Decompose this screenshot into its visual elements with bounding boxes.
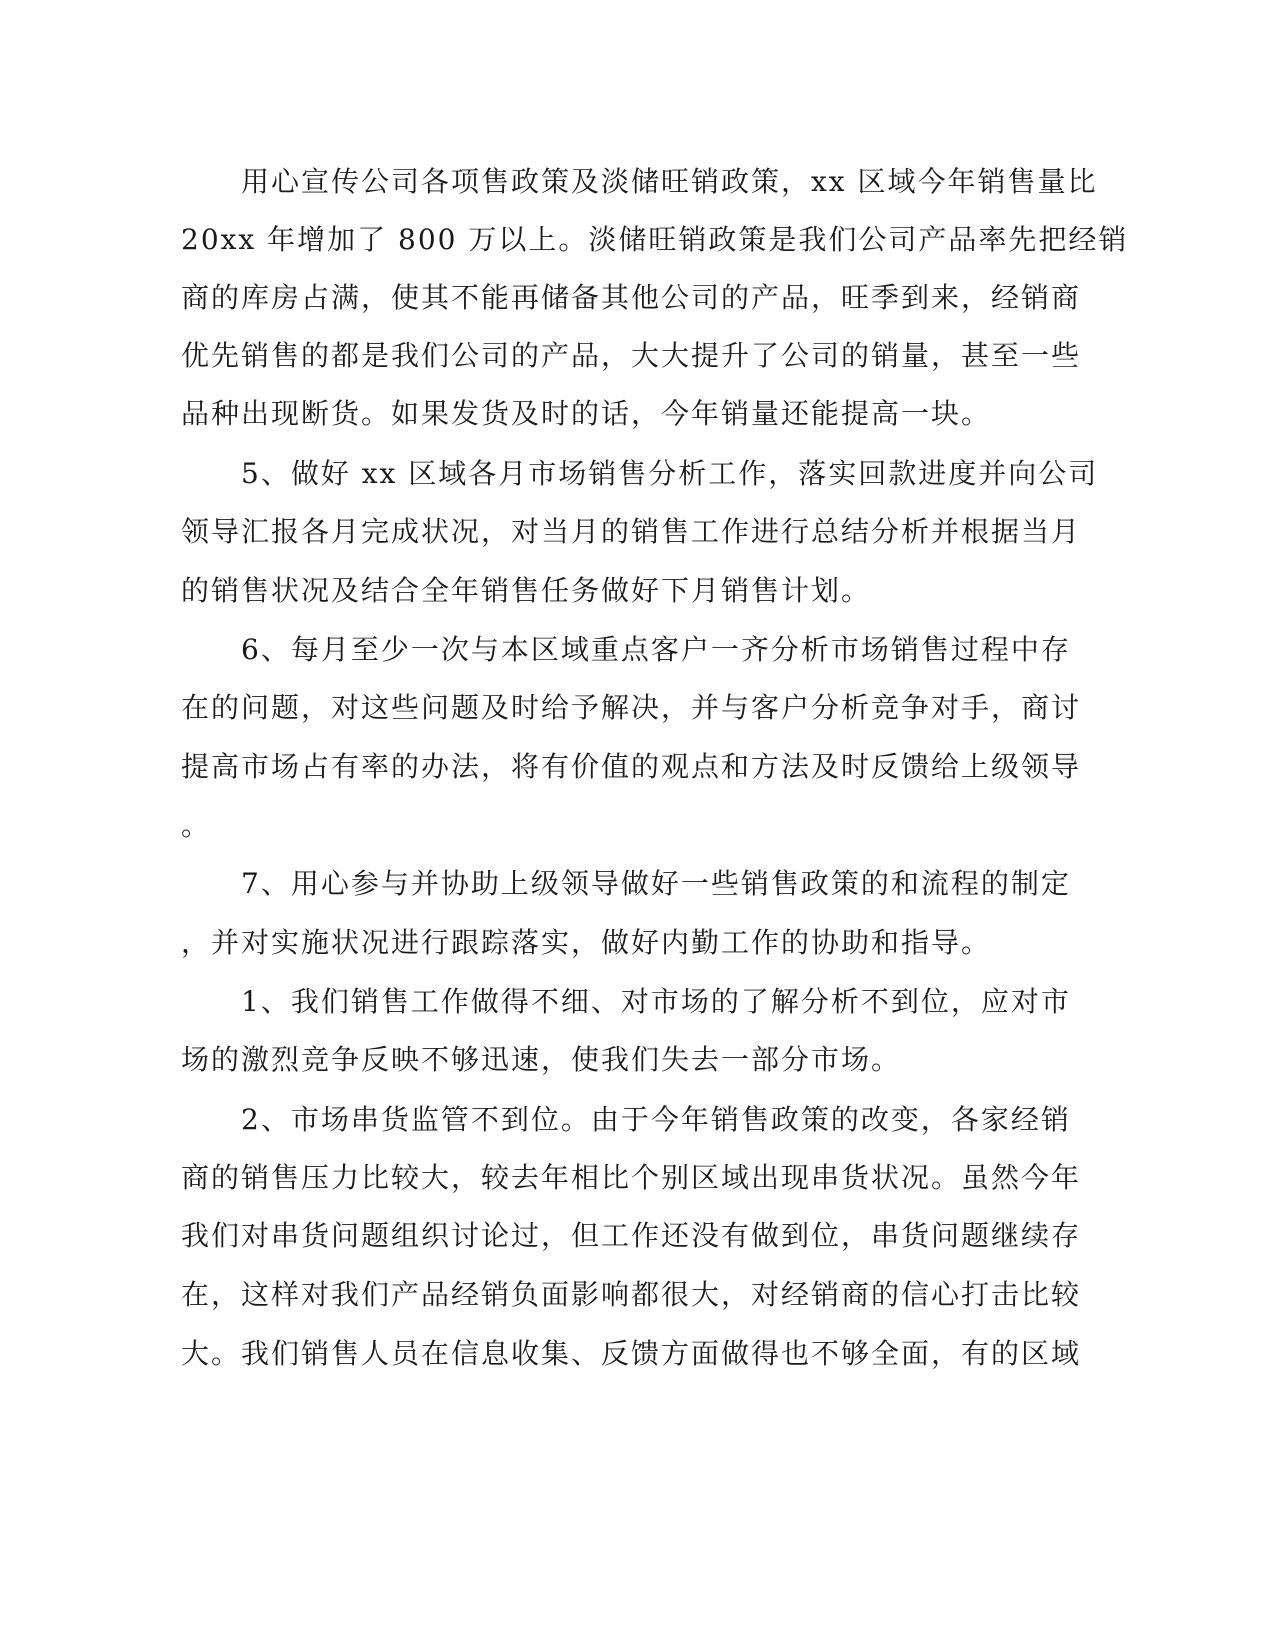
text-line: 品种出现断货。如果发货及时的话，今年销量还能提高一块。: [181, 397, 992, 430]
text-line: 商的销售压力比较大，较去年相比个别区域出现串货状况。虽然今年: [181, 1161, 1082, 1194]
text-line: 商的库房占满，使其不能再储备其他公司的产品，旺季到来，经销商: [181, 281, 1082, 314]
text-line: 1、我们销售工作做得不细、对市场的了解分析不到位，应对市: [181, 985, 1071, 1018]
text-line: 5、做好 xx 区域各月市场销售分析工作，落实回款进度并向公司: [181, 457, 1099, 490]
text-line: 优先销售的都是我们公司的产品，大大提升了公司的销量，甚至一些: [181, 339, 1082, 372]
text-line: 大。我们销售人员在信息收集、反馈方面做得也不够全面，有的区域: [181, 1337, 1082, 1370]
text-line: 。: [181, 809, 212, 842]
text-line: 20xx 年增加了 800 万以上。淡储旺销政策是我们公司产品率先把经销: [181, 223, 1129, 256]
text-line: 场的激烈竞争反映不够迅速，使我们失去一部分市场。: [181, 1043, 902, 1076]
text-line: 在的问题，对这些问题及时给予解决，并与客户分析竞争对手，商讨: [181, 691, 1082, 724]
text-line: 领导汇报各月完成状况，对当月的销售工作进行总结分析并根据当月: [181, 515, 1082, 548]
text-line: 用心宣传公司各项售政策及淡储旺销政策，xx 区域今年销售量比: [181, 165, 1098, 198]
text-line: 6、每月至少一次与本区域重点客户一齐分析市场销售过程中存: [181, 633, 1071, 666]
text-line: 的销售状况及结合全年销售任务做好下月销售计划。: [181, 574, 872, 607]
text-line: 我们对串货问题组织讨论过，但工作还没有做到位，串货问题继续存: [181, 1219, 1082, 1252]
text-line: 提高市场占有率的办法，将有价值的观点和方法及时反馈给上级领导: [181, 750, 1082, 783]
text-line: 7、用心参与并协助上级领导做好一些销售政策的和流程的制定: [181, 867, 1071, 900]
text-line: ，并对实施状况进行跟踪落实，做好内勤工作的协助和指导。: [181, 926, 992, 959]
text-line: 在，这样对我们产品经销负面影响都很大，对经销商的信心打击比较: [181, 1278, 1082, 1311]
text-line: 2、市场串货监管不到位。由于今年销售政策的改变，各家经销: [181, 1103, 1071, 1136]
